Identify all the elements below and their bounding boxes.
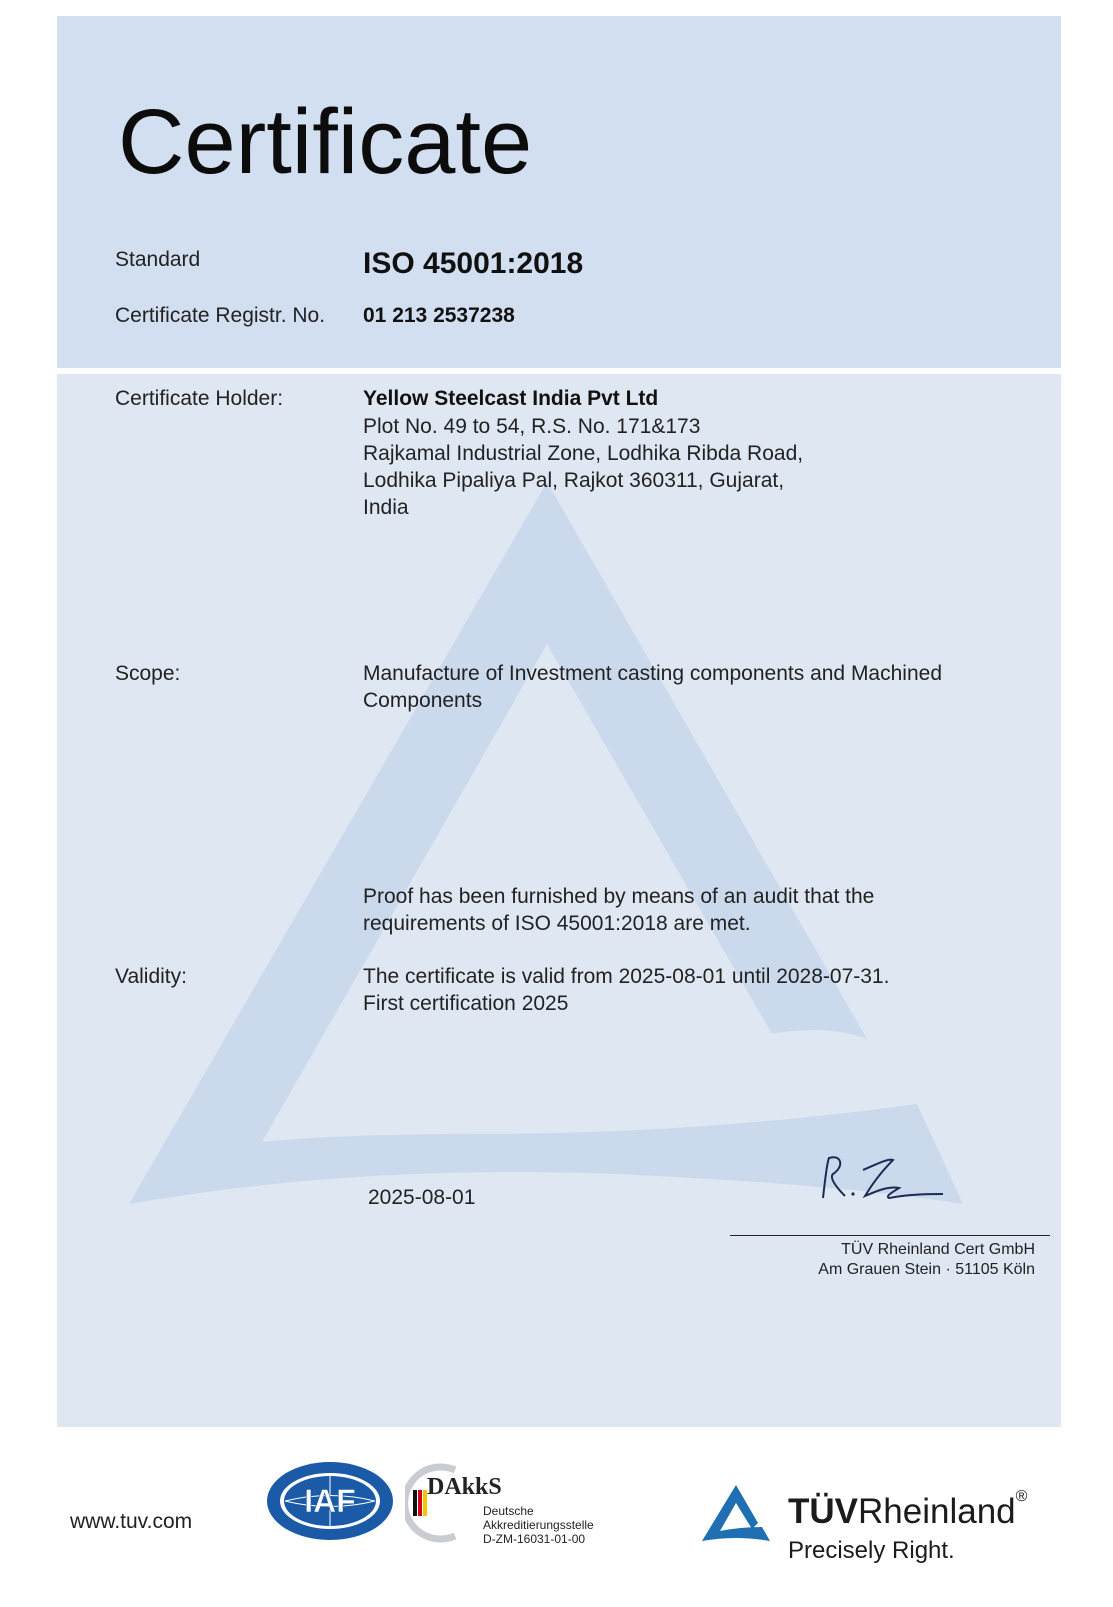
issuer-block [730,1240,1035,1280]
issue-date: 2025-08-01 [368,1186,476,1209]
dakks-line: D-ZM-16031-01-00 [483,1532,586,1546]
scope-text [363,660,942,714]
registered-mark: ® [1015,1488,1028,1505]
signature-line [730,1235,1050,1236]
scope-line: Manufacture of Investment casting components and Machined [363,662,942,685]
holder-name: Yellow Steelcast India Pvt Ltd [363,387,659,410]
dakks-line: Akkreditierungsstelle [483,1518,594,1532]
issuer-address: Am Grauen Stein · 51105 Köln [818,1261,1035,1278]
address-line: Rajkamal Industrial Zone, Lodhika Ribda Road, [363,442,804,465]
proof-line: Proof has been furnished by means of an audit that the [363,885,875,908]
tuv-brand-rest: Rheinland [858,1492,1016,1531]
standard-value: ISO 45001:2018 [363,247,584,280]
website-url[interactable]: www.tuv.com [70,1510,193,1533]
iaf-logo [265,1460,395,1542]
validity-line: First certification 2025 [363,992,569,1015]
registration-number: 01 213 2537238 [363,304,515,327]
tuv-slogan: Precisely Right. [788,1537,955,1564]
validity-line: The certificate is valid from 2025-08-01 until 2028-07-31. [363,965,890,988]
registration-label: Certificate Registr. No. [115,304,326,327]
address-line: Plot No. 49 to 54, R.S. No. 171&173 [363,415,701,438]
certificate-title: Certificate [118,91,533,193]
holder-address [363,413,803,521]
tuv-brand-bold: TÜV [788,1492,858,1531]
scope-line: Components [363,689,483,712]
tuv-triangle-logo [700,1483,772,1545]
signature-image [815,1150,955,1210]
holder-label: Certificate Holder: [115,387,284,410]
proof-line: requirements of ISO 45001:2018 are met. [363,912,751,935]
address-line: India [363,496,409,519]
standard-label: Standard [115,248,201,271]
iaf-logo-text: IAF [304,1483,356,1519]
scope-label: Scope: [115,662,181,685]
proof-statement [363,883,874,937]
dakks-line: Deutsche [483,1504,534,1518]
tuv-brand [788,1488,1028,1532]
dakks-text [483,1504,594,1546]
dakks-name: DAkkS [427,1474,502,1500]
validity-text [363,963,889,1017]
validity-label: Validity: [115,965,187,988]
issuer-name: TÜV Rheinland Cert GmbH [841,1241,1035,1258]
address-line: Lodhika Pipaliya Pal, Rajkot 360311, Gujarat, [363,469,785,492]
